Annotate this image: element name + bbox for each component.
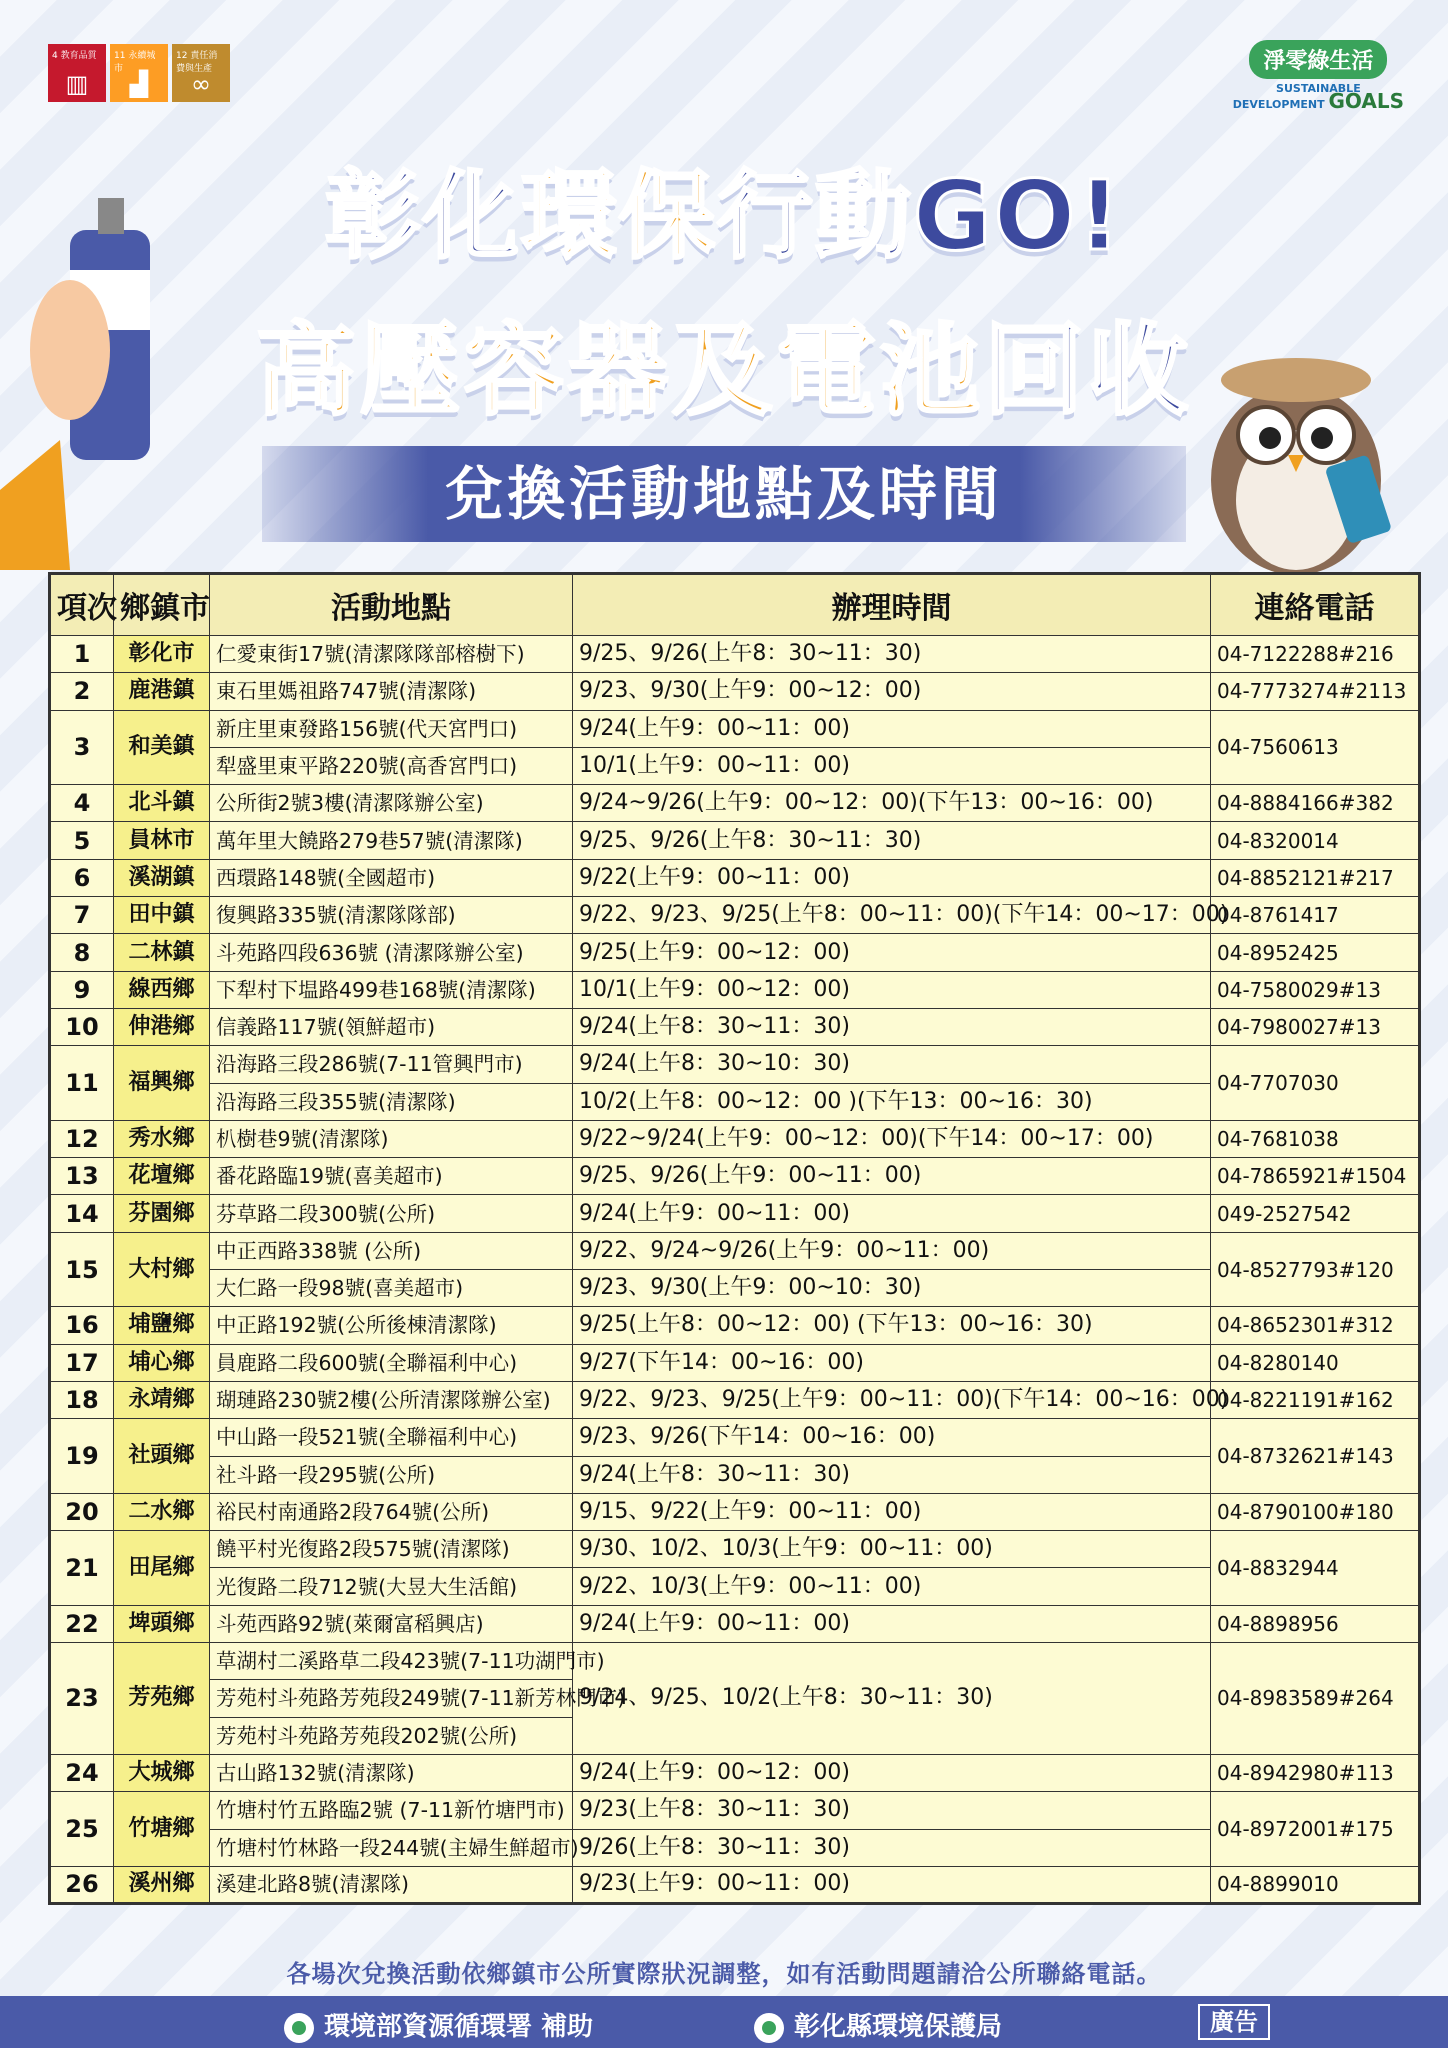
row-number: 24 bbox=[50, 1754, 114, 1791]
table-body bbox=[50, 636, 1420, 1904]
location-cell: 下犁村下塭路499巷168號(清潔隊) bbox=[210, 971, 573, 1008]
location-cell: 公所街2號3樓(清潔隊辦公室) bbox=[210, 785, 573, 822]
row-number: 4 bbox=[50, 785, 114, 822]
header-location: 活動地點 bbox=[210, 574, 573, 636]
phone-cell: 049-2527542 bbox=[1211, 1195, 1420, 1232]
table-row bbox=[50, 1195, 1420, 1232]
main-title: 彰化環保行動GO! bbox=[324, 160, 1124, 272]
row-number: 15 bbox=[50, 1232, 114, 1307]
table-row bbox=[50, 1307, 1420, 1344]
table-row bbox=[50, 1046, 1420, 1083]
location-cell: 斗苑路四段636號 (清潔隊辦公室) bbox=[210, 934, 573, 971]
location-cell: 番花路臨19號(喜美超市) bbox=[210, 1158, 573, 1195]
table-row bbox=[50, 673, 1420, 710]
row-number: 12 bbox=[50, 1120, 114, 1157]
time-cell: 9/24(上午9：00~11：00) bbox=[573, 1605, 1211, 1642]
location-cell: 中山路一段521號(全聯福利中心) bbox=[210, 1419, 573, 1456]
time-cell: 9/23(上午9：00~11：00) bbox=[573, 1866, 1211, 1903]
town-name: 社頭鄉 bbox=[114, 1419, 210, 1494]
phone-cell: 04-8652301#312 bbox=[1211, 1307, 1420, 1344]
time-cell: 9/24(上午8：30~11：30) bbox=[573, 1456, 1211, 1493]
time-cell: 9/26(上午8：30~11：30) bbox=[573, 1829, 1211, 1866]
row-number: 18 bbox=[50, 1381, 114, 1418]
row-number: 19 bbox=[50, 1419, 114, 1494]
time-cell: 9/22、9/23、9/25(上午9：00~11：00)(下午14：00~16：00) bbox=[573, 1381, 1211, 1418]
time-cell: 9/22~9/24(上午9：00~12：00)(下午14：00~17：00) bbox=[573, 1120, 1211, 1157]
time-cell: 9/25、9/26(上午9：00~11：00) bbox=[573, 1158, 1211, 1195]
location-cell: 朳樹巷9號(清潔隊) bbox=[210, 1120, 573, 1157]
location-cell: 竹塘村竹五路臨2號 (7-11新竹塘門市) bbox=[210, 1792, 573, 1829]
time-cell: 9/24(上午8：30~11：30) bbox=[573, 1008, 1211, 1045]
town-name: 二林鎮 bbox=[114, 934, 210, 971]
time-cell: 9/23、9/30(上午9：00~12：00) bbox=[573, 673, 1211, 710]
ad-label: 廣告 bbox=[1198, 2004, 1270, 2040]
recycling-schedule-table bbox=[48, 572, 1421, 1905]
row-number: 3 bbox=[50, 710, 114, 785]
phone-cell: 04-8527793#120 bbox=[1211, 1232, 1420, 1307]
row-number: 11 bbox=[50, 1046, 114, 1121]
table-row bbox=[50, 1158, 1420, 1195]
phone-cell: 04-8320014 bbox=[1211, 822, 1420, 859]
town-name: 北斗鎮 bbox=[114, 785, 210, 822]
table-row bbox=[50, 1232, 1420, 1269]
time-cell: 9/23(上午8：30~11：30) bbox=[573, 1792, 1211, 1829]
time-cell: 9/24(上午8：30~10：30) bbox=[573, 1046, 1211, 1083]
time-cell: 10/1(上午9：00~11：00) bbox=[573, 747, 1211, 784]
time-cell: 10/1(上午9：00~12：00) bbox=[573, 971, 1211, 1008]
phone-cell: 04-7773274#2113 bbox=[1211, 673, 1420, 710]
location-cell: 中正路192號(公所後棟清潔隊) bbox=[210, 1307, 573, 1344]
town-name: 伸港鄉 bbox=[114, 1008, 210, 1045]
town-name: 埔鹽鄉 bbox=[114, 1307, 210, 1344]
location-cell: 溪建北路8號(清潔隊) bbox=[210, 1866, 573, 1903]
sponsor-credit: 環境部資源循環署 補助 bbox=[284, 2006, 593, 2043]
phone-cell: 04-8972001#175 bbox=[1211, 1792, 1420, 1867]
table-row bbox=[50, 1531, 1420, 1568]
table-row bbox=[50, 897, 1420, 934]
time-cell: 9/22、9/23、9/25(上午8：00~11：00)(下午14：00~17：00) bbox=[573, 897, 1211, 934]
phone-cell: 04-8732621#143 bbox=[1211, 1419, 1420, 1494]
header-phone: 連絡電話 bbox=[1211, 574, 1420, 636]
phone-cell: 04-7865921#1504 bbox=[1211, 1158, 1420, 1195]
location-cell: 裕民村南通路2段764號(公所) bbox=[210, 1493, 573, 1530]
net-zero-logo bbox=[1233, 40, 1404, 111]
table-row bbox=[50, 1381, 1420, 1418]
time-cell: 9/15、9/22(上午9：00~11：00) bbox=[573, 1493, 1211, 1530]
header-town: 鄉鎮市 bbox=[114, 574, 210, 636]
location-cell: 瑚璉路230號2樓(公所清潔隊辦公室) bbox=[210, 1381, 573, 1418]
time-cell: 9/22、10/3(上午9：00~11：00) bbox=[573, 1568, 1211, 1605]
table-row bbox=[50, 1344, 1420, 1381]
location-cell: 光復路二段712號(大昱大生活館) bbox=[210, 1568, 573, 1605]
location-cell: 中正西路338號 (公所) bbox=[210, 1232, 573, 1269]
table-row bbox=[50, 1008, 1420, 1045]
phone-cell: 04-8221191#162 bbox=[1211, 1381, 1420, 1418]
time-cell: 10/2(上午8：00~12：00 )(下午13：00~16：30) bbox=[573, 1083, 1211, 1120]
town-name: 秀水鄉 bbox=[114, 1120, 210, 1157]
row-number: 7 bbox=[50, 897, 114, 934]
row-number: 26 bbox=[50, 1866, 114, 1903]
phone-cell: 04-8898956 bbox=[1211, 1605, 1420, 1642]
town-name: 溪湖鎮 bbox=[114, 859, 210, 896]
time-cell: 9/22、9/24~9/26(上午9：00~11：00) bbox=[573, 1232, 1211, 1269]
phone-cell: 04-7681038 bbox=[1211, 1120, 1420, 1157]
net-zero-badge: 淨零綠生活 bbox=[1249, 40, 1387, 79]
epb-logo-icon bbox=[754, 2013, 784, 2043]
town-name: 田中鎮 bbox=[114, 897, 210, 934]
row-number: 25 bbox=[50, 1792, 114, 1867]
town-name: 和美鎮 bbox=[114, 710, 210, 785]
town-name: 竹塘鄉 bbox=[114, 1792, 210, 1867]
row-number: 8 bbox=[50, 934, 114, 971]
time-cell: 9/24(上午9：00~11：00) bbox=[573, 710, 1211, 747]
sdg-icons bbox=[48, 44, 230, 102]
time-cell: 9/25(上午9：00~12：00) bbox=[573, 934, 1211, 971]
bureau-credit: 彰化縣環境保護局 bbox=[754, 2006, 1002, 2043]
town-name: 大村鄉 bbox=[114, 1232, 210, 1307]
table-row bbox=[50, 710, 1420, 747]
table-row bbox=[50, 1120, 1420, 1157]
footnote: 各場次兌換活動依鄉鎮市公所實際狀況調整，如有活動問題請洽公所聯絡電話。 bbox=[286, 1960, 1162, 1988]
row-number: 13 bbox=[50, 1158, 114, 1195]
header-time: 辦理時間 bbox=[573, 574, 1211, 636]
table-row bbox=[50, 1643, 1420, 1680]
phone-cell: 04-8790100#180 bbox=[1211, 1493, 1420, 1530]
location-cell: 饒平村光復路2段575號(清潔隊) bbox=[210, 1531, 573, 1568]
time-cell: 9/23、9/30(上午9：00~10：30) bbox=[573, 1270, 1211, 1307]
location-cell: 芳苑村斗苑路芳苑段202號(公所) bbox=[210, 1717, 573, 1754]
phone-cell: 04-8832944 bbox=[1211, 1531, 1420, 1606]
location-cell: 信義路117號(領鮮超市) bbox=[210, 1008, 573, 1045]
row-number: 9 bbox=[50, 971, 114, 1008]
row-number: 16 bbox=[50, 1307, 114, 1344]
table-row bbox=[50, 859, 1420, 896]
town-name: 芳苑鄉 bbox=[114, 1643, 210, 1755]
sdg-goals-text: SUSTAINABLE DEVELOPMENT GOALS bbox=[1232, 82, 1404, 113]
phone-cell: 04-7580029#13 bbox=[1211, 971, 1420, 1008]
time-cell: 9/25(上午8：00~12：00) (下午13：00~16：30) bbox=[573, 1307, 1211, 1344]
time-cell: 9/24~9/26(上午9：00~12：00)(下午13：00~16：00) bbox=[573, 785, 1211, 822]
town-name: 二水鄉 bbox=[114, 1493, 210, 1530]
table-row bbox=[50, 1754, 1420, 1791]
location-cell: 新庄里東發路156號(代天宮門口) bbox=[210, 710, 573, 747]
time-cell: 9/24、9/25、10/2(上午8：30~11：30) bbox=[573, 1643, 1211, 1755]
moenv-logo-icon bbox=[284, 2013, 314, 2043]
time-cell: 9/27(下午14：00~16：00) bbox=[573, 1344, 1211, 1381]
town-name: 溪州鄉 bbox=[114, 1866, 210, 1903]
main-subtitle: 高壓容器及電池回收 bbox=[256, 312, 1192, 429]
row-number: 5 bbox=[50, 822, 114, 859]
sdg-4-icon: 4 教育品質 ▥ bbox=[48, 44, 106, 102]
time-cell: 9/25、9/26(上午8：30~11：30) bbox=[573, 822, 1211, 859]
table-row bbox=[50, 1605, 1420, 1642]
phone-cell: 04-8899010 bbox=[1211, 1866, 1420, 1903]
time-cell: 9/30、10/2、10/3(上午9：00~11：00) bbox=[573, 1531, 1211, 1568]
town-name: 永靖鄉 bbox=[114, 1381, 210, 1418]
phone-cell: 04-8884166#382 bbox=[1211, 785, 1420, 822]
town-name: 彰化市 bbox=[114, 636, 210, 673]
town-name: 埤頭鄉 bbox=[114, 1605, 210, 1642]
row-number: 21 bbox=[50, 1531, 114, 1606]
row-number: 1 bbox=[50, 636, 114, 673]
row-number: 22 bbox=[50, 1605, 114, 1642]
table-row bbox=[50, 1419, 1420, 1456]
location-cell: 草湖村二溪路草二段423號(7-11功湖門市) bbox=[210, 1643, 573, 1680]
location-cell: 員鹿路二段600號(全聯福利中心) bbox=[210, 1344, 573, 1381]
time-cell: 9/24(上午9：00~11：00) bbox=[573, 1195, 1211, 1232]
location-cell: 古山路132號(清潔隊) bbox=[210, 1754, 573, 1791]
phone-cell: 04-7560613 bbox=[1211, 710, 1420, 785]
location-cell: 沿海路三段355號(清潔隊) bbox=[210, 1083, 573, 1120]
table-row bbox=[50, 1866, 1420, 1903]
town-name: 花壇鄉 bbox=[114, 1158, 210, 1195]
phone-cell: 04-8761417 bbox=[1211, 897, 1420, 934]
time-cell: 9/22(上午9：00~11：00) bbox=[573, 859, 1211, 896]
location-cell: 西環路148號(全國超市) bbox=[210, 859, 573, 896]
town-name: 田尾鄉 bbox=[114, 1531, 210, 1606]
phone-cell: 04-8952425 bbox=[1211, 934, 1420, 971]
sdg-11-icon: 11 永續城市 ▟ bbox=[110, 44, 168, 102]
location-cell: 社斗路一段295號(公所) bbox=[210, 1456, 573, 1493]
location-cell: 大仁路一段98號(喜美超市) bbox=[210, 1270, 573, 1307]
location-cell: 斗苑西路92號(萊爾富稻興店) bbox=[210, 1605, 573, 1642]
phone-cell: 04-7980027#13 bbox=[1211, 1008, 1420, 1045]
time-cell: 9/23、9/26(下午14：00~16：00) bbox=[573, 1419, 1211, 1456]
town-name: 芬園鄉 bbox=[114, 1195, 210, 1232]
location-cell: 復興路335號(清潔隊隊部) bbox=[210, 897, 573, 934]
town-name: 線西鄉 bbox=[114, 971, 210, 1008]
table-row bbox=[50, 971, 1420, 1008]
location-cell: 芳苑村斗苑路芳苑段249號(7-11新芳林門市) bbox=[210, 1680, 573, 1717]
table-row bbox=[50, 934, 1420, 971]
location-cell: 竹塘村竹林路一段244號(主婦生鮮超市) bbox=[210, 1829, 573, 1866]
row-number: 2 bbox=[50, 673, 114, 710]
sdg-12-icon: 12 責任消費與生產 ∞ bbox=[172, 44, 230, 102]
phone-cell: 04-8852121#217 bbox=[1211, 859, 1420, 896]
row-number: 17 bbox=[50, 1344, 114, 1381]
phone-cell: 04-7707030 bbox=[1211, 1046, 1420, 1121]
town-name: 大城鄉 bbox=[114, 1754, 210, 1791]
table-row bbox=[50, 1493, 1420, 1530]
location-cell: 仁愛東街17號(清潔隊隊部榕樹下) bbox=[210, 636, 573, 673]
location-cell: 東石里媽祖路747號(清潔隊) bbox=[210, 673, 573, 710]
phone-cell: 04-8983589#264 bbox=[1211, 1643, 1420, 1755]
location-cell: 芬草路二段300號(公所) bbox=[210, 1195, 573, 1232]
header-no: 項次 bbox=[50, 574, 114, 636]
time-cell: 9/25、9/26(上午8：30~11：30) bbox=[573, 636, 1211, 673]
table-row bbox=[50, 822, 1420, 859]
table-header-row bbox=[50, 574, 1420, 636]
phone-cell: 04-7122288#216 bbox=[1211, 636, 1420, 673]
phone-cell: 04-8942980#113 bbox=[1211, 1754, 1420, 1791]
table-row bbox=[50, 785, 1420, 822]
row-number: 6 bbox=[50, 859, 114, 896]
row-number: 14 bbox=[50, 1195, 114, 1232]
footer-bar bbox=[0, 1996, 1448, 2048]
town-name: 員林市 bbox=[114, 822, 210, 859]
section-banner: 兌換活動地點及時間 bbox=[262, 446, 1186, 542]
town-name: 埔心鄉 bbox=[114, 1344, 210, 1381]
location-cell: 沿海路三段286號(7-11管興門市) bbox=[210, 1046, 573, 1083]
location-cell: 犁盛里東平路220號(高香宮門口) bbox=[210, 747, 573, 784]
time-cell: 9/24(上午9：00~12：00) bbox=[573, 1754, 1211, 1791]
town-name: 福興鄉 bbox=[114, 1046, 210, 1121]
phone-cell: 04-8280140 bbox=[1211, 1344, 1420, 1381]
town-name: 鹿港鎮 bbox=[114, 673, 210, 710]
table-row bbox=[50, 636, 1420, 673]
row-number: 20 bbox=[50, 1493, 114, 1530]
location-cell: 萬年里大饒路279巷57號(清潔隊) bbox=[210, 822, 573, 859]
row-number: 10 bbox=[50, 1008, 114, 1045]
table-row bbox=[50, 1792, 1420, 1829]
row-number: 23 bbox=[50, 1643, 114, 1755]
